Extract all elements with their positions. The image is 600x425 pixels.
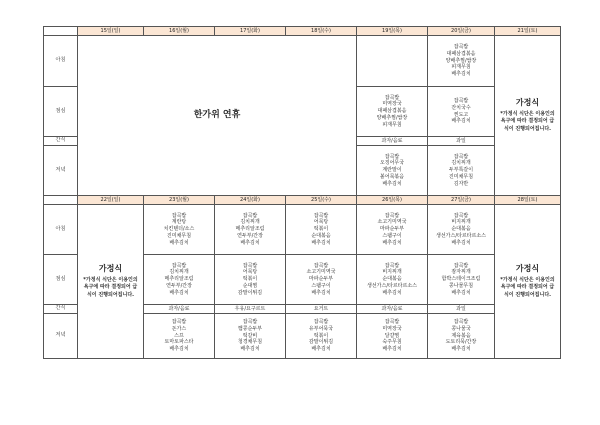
day-header: 17일(화): [215, 27, 286, 36]
meal-label-dinner: 저녁: [44, 146, 78, 196]
header-corner: [44, 27, 78, 36]
weekly-meal-table: [43, 26, 561, 359]
meal-label-lunch: 점심: [44, 87, 78, 137]
menu-cell: 잡곡밥 소고기미역국 마파순두부 스팸구이 배추김치: [286, 255, 357, 305]
menu-cell: 잡곡밥 김치찌개 두부톡갈이 진미채무침 김자반: [428, 146, 495, 196]
menu-cell: 잡곡밥 소고기미역국 마파순두부 스팸구이 배추김치: [357, 205, 428, 255]
menu-cell: 잡곡밥 계란탕 치킨텐더/소스 진미채무침 배추김치: [144, 205, 215, 255]
meal-label-snack: 간식: [44, 305, 78, 314]
menu-cell: 잡곡밥 어묵탕 떡볶이 순대찜 감말이튀김: [215, 255, 286, 305]
holiday-cell: [78, 36, 357, 196]
menu-cell: 잡곡밥 비지찌개 순대볶음 생선가스/타르타르소스 배추김치: [357, 255, 428, 305]
home-meal-note: *가정식 식단은 이용인의 욕구에 따라 결정되어 급 식이 진행되어집니다.: [83, 276, 138, 298]
day-header: 23일(월): [144, 196, 215, 205]
menu-cell: 잡곡밥 김치찌개 메추리알조림 연두부/간장 배추김치: [144, 255, 215, 305]
menu-cell: 잡곡밥 콩나물국 제육볶음 도토리묵/간장 배추김치: [428, 314, 495, 359]
day-header: 25일(수): [286, 196, 357, 205]
menu-cell: 잡곡밥 오징어무국 계란말이 볼어묵볶음 배추김치: [357, 146, 428, 196]
meal-label-snack: 간식: [44, 137, 78, 146]
menu-cell: 잡곡밥 미역장국 대패삼겹볶음 양배추찜/쌈장 피재무침: [357, 87, 428, 137]
day-header: 15일(일): [78, 27, 144, 36]
snack-cell: 요거트: [286, 305, 357, 314]
header-corner: [44, 196, 78, 205]
day-header: 20일(금): [428, 27, 495, 36]
snack-cell: 우유/요구르트: [215, 305, 286, 314]
home-meal-cell: [78, 205, 144, 359]
day-header: 19일(목): [357, 27, 428, 36]
meal-label-lunch: 점심: [44, 255, 78, 305]
holiday-title: 한가위 연휴: [193, 110, 241, 121]
menu-cell: 잡곡밥 대패삼겹볶음 양배추찜/쌈장 피재무침 배추김치: [428, 36, 495, 87]
menu-cell: 잡곡밥 어묵탕 떡볶이 순대볶음 배추김치: [286, 205, 357, 255]
menu-cell: 잡곡밥 돈가스 스프 토마토파스타 배추김치: [144, 314, 215, 359]
day-header: 18일(수): [286, 27, 357, 36]
meal-label-dinner: 저녁: [44, 314, 78, 359]
menu-cell: 잡곡밥 비지찌개 순대볶음 생선가스/타르타르소스 배추김치: [428, 205, 495, 255]
home-meal-note: *가정식 식단은 이용인의 욕구에 따라 결정되어 급 식이 진행되어집니다.: [500, 110, 555, 132]
day-header: 24일(화): [215, 196, 286, 205]
menu-cell: 잡곡밥 미역장국 달걀찜 숙주무침 배추김치: [357, 314, 428, 359]
home-meal-title: 가정식: [515, 97, 540, 107]
snack-cell: 과자/음료: [357, 305, 428, 314]
home-meal-note: *가정식 식단은 이용인의 욕구에 따라 결정되어 급 식이 진행되어집니다.: [500, 276, 555, 298]
home-meal-cell: [495, 205, 561, 359]
snack-cell: 과자/음료: [144, 305, 215, 314]
menu-cell: 잡곡밥 햄콩순두부 떡갈비 청경채무침 배추김치: [215, 314, 286, 359]
day-header: 27일(금): [428, 196, 495, 205]
menu-cell: 잡곡밥 유부어묵국 떡볶이 감말이튀김 배추김치: [286, 314, 357, 359]
menu-cell-empty: [357, 36, 428, 87]
menu-cell: 잡곡밥 김치찌개 메추리알조림 연두부/간장 배추김치: [215, 205, 286, 255]
day-header: 21일(토): [495, 27, 561, 36]
day-header: 16일(월): [144, 27, 215, 36]
home-meal-title: 가정식: [515, 263, 540, 273]
home-meal-cell: [495, 36, 561, 196]
snack-cell: 과일: [428, 305, 495, 314]
day-header: 22일(일): [78, 196, 144, 205]
day-header: 28일(토): [495, 196, 561, 205]
snack-cell: 과일: [428, 137, 495, 146]
meal-label-breakfast: 아침: [44, 36, 78, 87]
home-meal-title: 가정식: [98, 263, 123, 273]
day-header: 26일(목): [357, 196, 428, 205]
meal-label-breakfast: 아침: [44, 205, 78, 255]
snack-cell: 과자/음료: [357, 137, 428, 146]
menu-cell: 잡곡밥 잔치국수 찐도고 배추김치: [428, 87, 495, 137]
menu-cell: 잡곡밥 잠자찌개 함박스테이크조림 콩나물무침 배추김치: [428, 255, 495, 305]
